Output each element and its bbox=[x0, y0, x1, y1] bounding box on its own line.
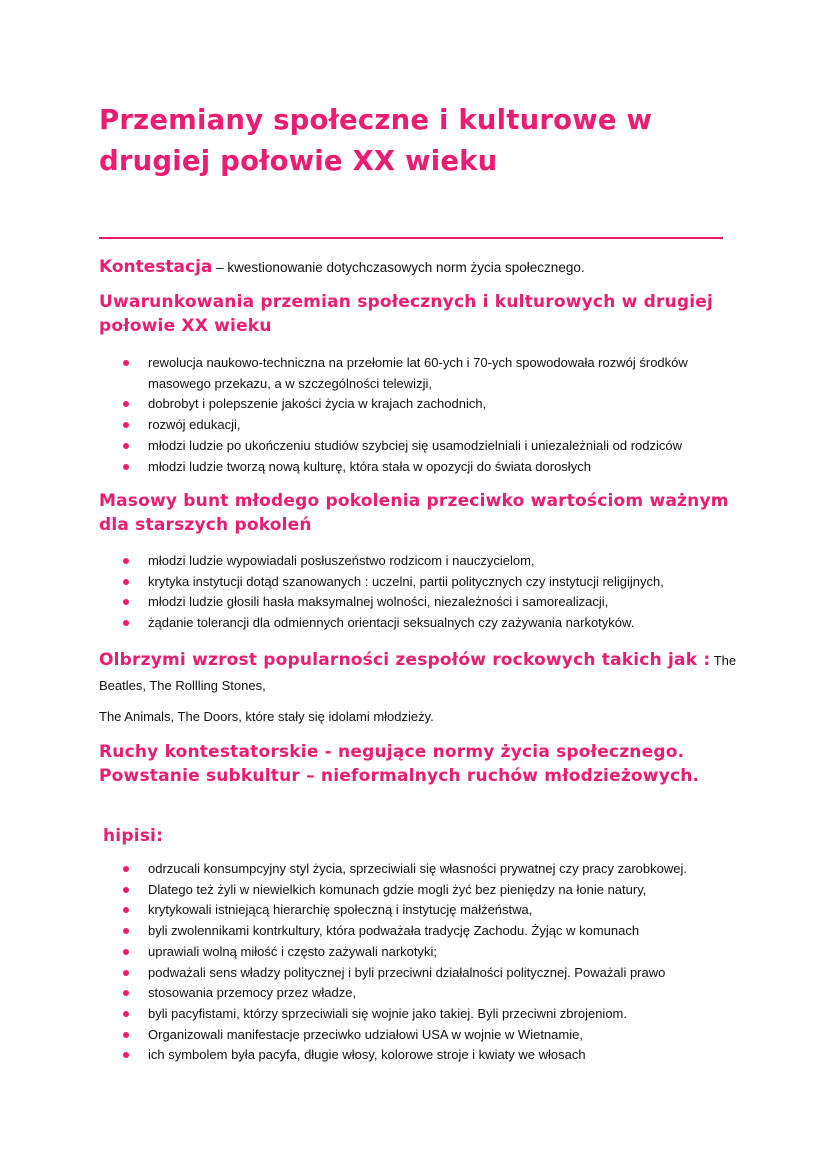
list-item: dobrobyt i polepszenie jakości życia w krajach zachodnich, bbox=[117, 394, 737, 415]
list-item: uprawiali wolną miłość i często zażywali narkotyki; bbox=[117, 942, 737, 963]
list-conditions bbox=[117, 353, 737, 477]
rock-bands-inline: The Beatles, The Rollling Stones, bbox=[99, 653, 737, 693]
definition-line bbox=[99, 257, 739, 278]
list-item: Organizowali manifestacje przeciwko udziałowi USA w wojnie w Wietnamie, bbox=[117, 1025, 737, 1046]
section-counterculture bbox=[99, 740, 739, 788]
section-heading-conditions: Uwarunkowania przemian społecznych i kulturowych w drugiej połowie XX wieku bbox=[99, 292, 714, 336]
list-hippies bbox=[117, 859, 737, 1066]
list-rebellion bbox=[117, 551, 737, 634]
list-item: młodzi ludzie głosili hasła maksymalnej wolności, niezależności i samorealizacji, bbox=[117, 592, 737, 613]
section-rock-bands bbox=[99, 648, 739, 698]
list-item: krytykowali istniejącą hierarchię społeczną i instytucję małżeństwa, bbox=[117, 900, 737, 921]
section-hippies bbox=[103, 824, 743, 848]
page-title: Przemiany społeczne i kulturowe w drugiej połowie XX wieku bbox=[99, 104, 653, 177]
section-heading-rock-bands bbox=[99, 648, 739, 698]
list-item: Dlatego też żyli w niewielkich komunach gdzie mogli żyć bez pieniędzy na łonie natury, bbox=[117, 880, 737, 901]
section-heading-hippies: hipisi: bbox=[103, 826, 164, 846]
list-item: żądanie tolerancji dla odmiennych orientacji seksualnych czy zażywania narkotyków. bbox=[117, 613, 737, 634]
section-heading-counterculture: Ruchy kontestatorskie - negujące normy życia społecznego. Powstanie subkultur – nieformalnych ruchów młodzieżowych. bbox=[99, 742, 700, 786]
list-item: ich symbolem była pacyfa, długie włosy, kolorowe stroje i kwiaty we włosach bbox=[117, 1045, 737, 1066]
section-conditions bbox=[99, 290, 739, 338]
list-item: stosowania przemocy przez władze, bbox=[117, 983, 737, 1004]
list-item: byli pacyfistami, którzy sprzeciwiali się wojnie jako takiej. Byli przeciwni zbrojeniom. bbox=[117, 1004, 737, 1025]
list-item: rozwój edukacji, bbox=[117, 415, 737, 436]
list-item: podważali sens władzy politycznej i byli przeciwni działalności politycznej. Poważali prawo bbox=[117, 963, 737, 984]
definition-term: Kontestacja bbox=[99, 257, 213, 277]
title-divider bbox=[99, 237, 723, 239]
list-item: byli zwolennikami kontrkultury, która podważała tradycję Zachodu. Żyjąc w komunach bbox=[117, 921, 737, 942]
section-rebellion bbox=[99, 489, 739, 537]
definition-text: – kwestionowanie dotychczasowych norm życia społecznego. bbox=[212, 260, 585, 275]
list-item: młodzi ludzie tworzą nową kulturę, która stała w opozycji do świata dorosłych bbox=[117, 457, 737, 478]
list-item: rewolucja naukowo-techniczna na przełomie lat 60-ych i 70-ych spowodowała rozwój środków masowego przekazu, a w szczególności telewizji, bbox=[117, 353, 737, 394]
list-item: młodzi ludzie po ukończeniu studiów szybciej się usamodzielniali i uniezależniali od rodziców bbox=[117, 436, 737, 457]
section-heading-rebellion: Masowy bunt młodego pokolenia przeciwko wartościom ważnym dla starszych pokoleń bbox=[99, 491, 729, 535]
rock-heading-text: Olbrzymi wzrost popularności zespołów rockowych takich jak : bbox=[99, 650, 711, 670]
list-item: odrzucali konsumpcyjny styl życia, sprzeciwiali się własności prywatnej czy pracy zarobkowej. bbox=[117, 859, 737, 880]
list-item: krytyka instytucji dotąd szanowanych : uczelni, partii politycznych czy instytucji religijnych, bbox=[117, 572, 737, 593]
list-item: młodzi ludzie wypowiadali posłuszeństwo rodzicom i nauczycielom, bbox=[117, 551, 737, 572]
rock-bands-continued: The Animals, The Doors, które stały się idolami młodzieży. bbox=[99, 709, 434, 724]
